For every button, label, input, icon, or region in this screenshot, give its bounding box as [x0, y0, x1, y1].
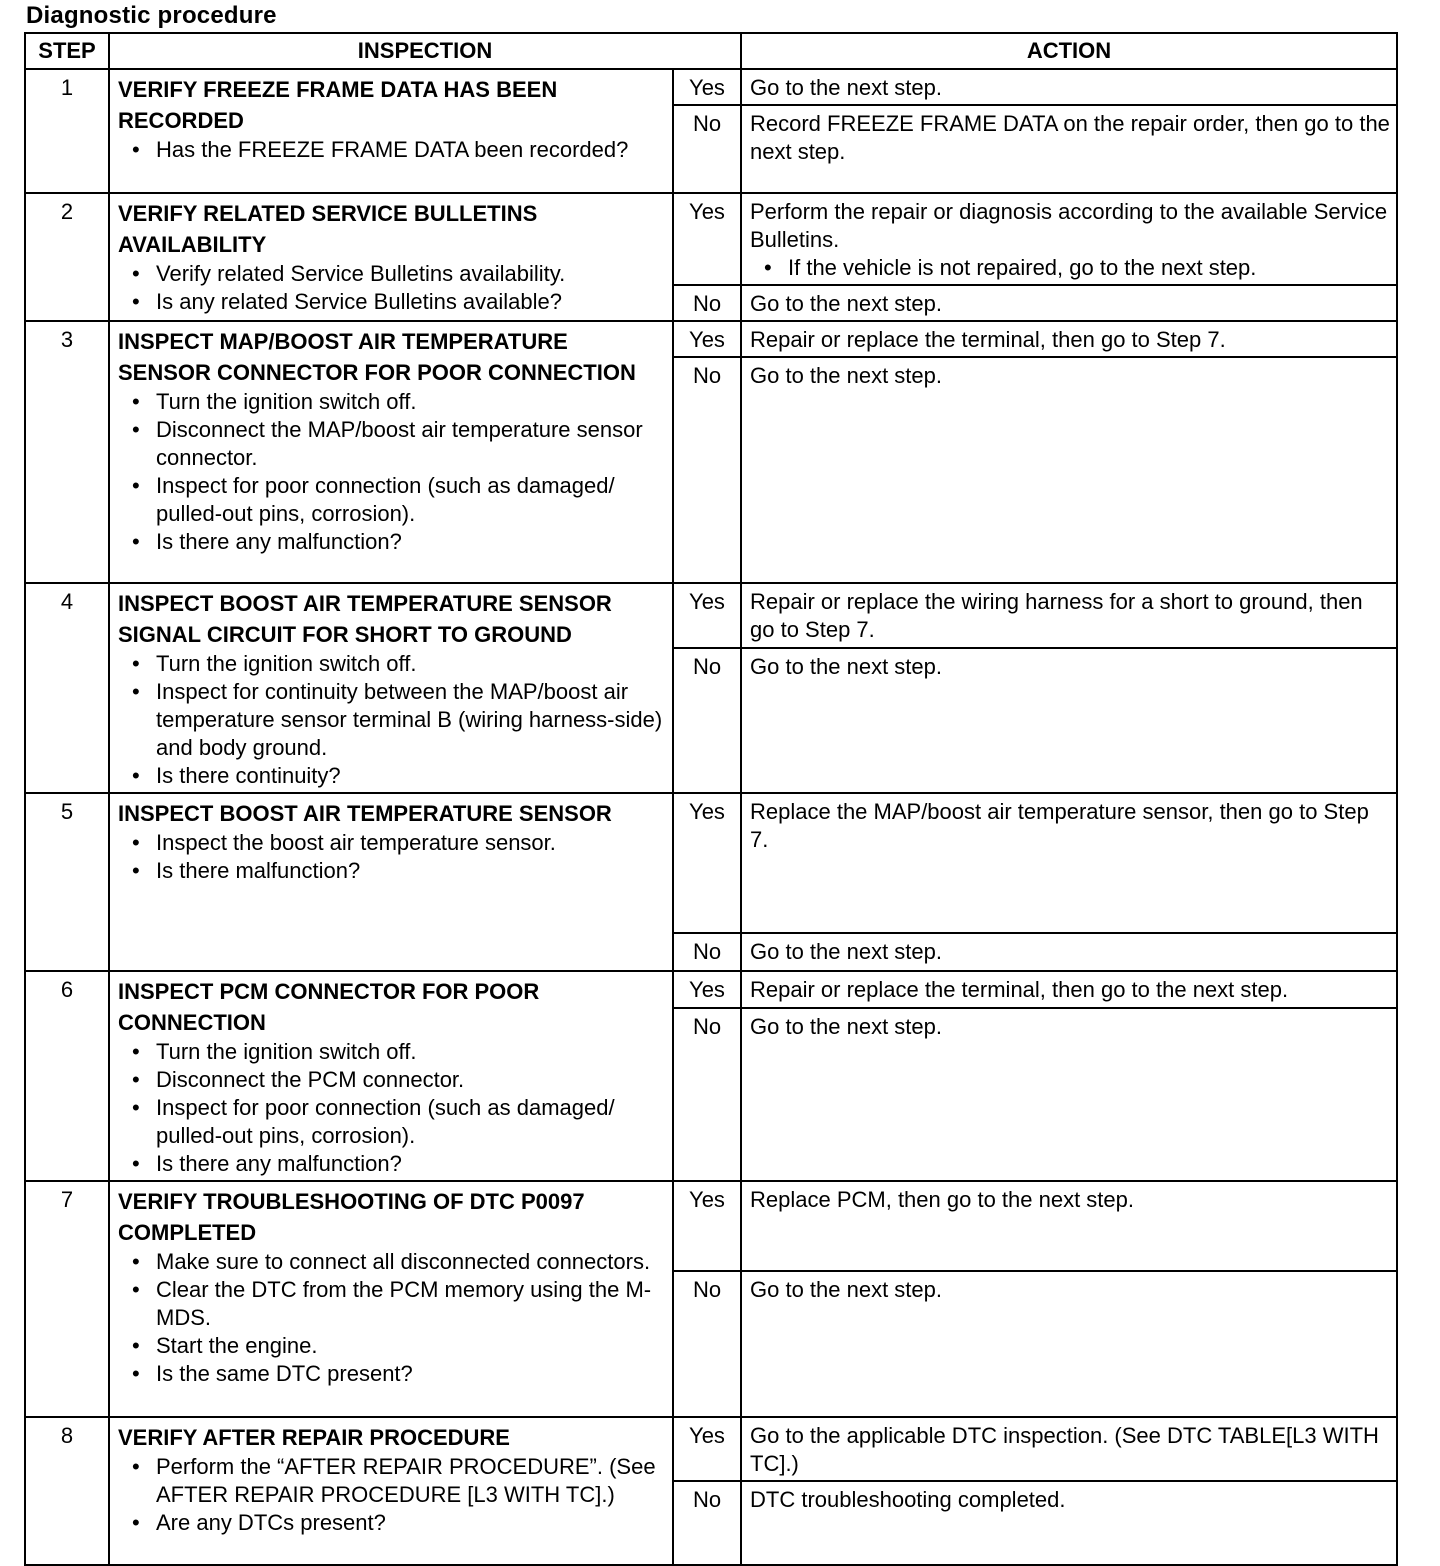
inspection-bullet: • Inspect for poor connection (such as damaged/ pulled-out pins, corrosion). — [132, 1094, 666, 1150]
inspection-title: INSPECT BOOST AIR TEMPERATURE SENSOR SIGNAL CIRCUIT FOR SHORT TO GROUND — [118, 591, 612, 647]
inspection-title: INSPECT PCM CONNECTOR FOR POOR CONNECTION — [118, 979, 540, 1035]
yes-action: Replace PCM, then go to the next step. — [750, 1187, 1135, 1212]
no-action-cell — [741, 648, 1397, 793]
no-action: DTC troubleshooting completed. — [750, 1487, 1066, 1512]
step-number: 1 — [25, 69, 109, 193]
yes-action: Repair or replace the terminal, then go to the next step. — [750, 977, 1289, 1002]
inspection-bullet: • Turn the ignition switch off. — [132, 1038, 666, 1066]
no-action-cell — [741, 105, 1397, 193]
inspection-bullet: • Make sure to connect all disconnected connectors. — [132, 1248, 666, 1276]
no-label: No — [673, 105, 741, 193]
inspection-bullet: • Is there any malfunction? — [132, 528, 666, 556]
yes-action-cell — [741, 1181, 1397, 1271]
yes-action: Replace the MAP/boost air temperature sensor, then go to Step 7. — [750, 799, 1369, 852]
header-action: ACTION — [741, 33, 1397, 69]
inspection-cell — [109, 971, 673, 1181]
header-step: STEP — [25, 33, 109, 69]
inspection-title: INSPECT MAP/BOOST AIR TEMPERATURE SENSOR CONNECTOR FOR POOR CONNECTION — [118, 329, 636, 385]
inspection-bullet: • Disconnect the PCM connector. — [132, 1066, 666, 1094]
inspection-bullets — [118, 260, 666, 316]
no-action-cell — [741, 1271, 1397, 1417]
inspection-bullets — [118, 388, 666, 556]
no-action: Go to the next step. — [750, 291, 943, 316]
yes-action-cell — [741, 971, 1397, 1008]
inspection-bullet: • Turn the ignition switch off. — [132, 388, 666, 416]
step-row — [25, 193, 1397, 285]
inspection-bullet: • Is any related Service Bulletins available? — [132, 288, 666, 316]
step-row — [25, 1417, 1397, 1481]
yes-label: Yes — [673, 971, 741, 1008]
inspection-bullet: • Verify related Service Bulletins availability. — [132, 260, 666, 288]
yes-action-bullet: • If the vehicle is not repaired, go to the next step. — [764, 254, 1390, 282]
inspection-cell — [109, 583, 673, 793]
inspection-cell — [109, 69, 673, 193]
inspection-bullet: • Is the same DTC present? — [132, 1360, 666, 1388]
no-action: Record FREEZE FRAME DATA on the repair order, then go to the next step. — [750, 111, 1390, 164]
step-row — [25, 971, 1397, 1008]
step-row — [25, 1181, 1397, 1271]
yes-action-cell — [741, 793, 1397, 933]
no-action-cell — [741, 1008, 1397, 1181]
inspection-cell — [109, 193, 673, 321]
yes-label: Yes — [673, 193, 741, 285]
yes-action: Perform the repair or diagnosis according to the available Service Bulletins. — [750, 199, 1388, 252]
inspection-bullets — [118, 1453, 666, 1537]
no-label: No — [673, 357, 741, 583]
diagnostic-table — [24, 32, 1398, 1566]
inspection-bullet: • Inspect for continuity between the MAP/boost air temperature sensor terminal B (wiring harness-side) and body ground. — [132, 678, 666, 762]
inspection-bullet: • Turn the ignition switch off. — [132, 650, 666, 678]
yes-label: Yes — [673, 69, 741, 105]
inspection-cell — [109, 1417, 673, 1565]
inspection-title: VERIFY AFTER REPAIR PROCEDURE — [118, 1425, 510, 1450]
yes-label: Yes — [673, 321, 741, 357]
inspection-title: VERIFY TROUBLESHOOTING OF DTC P0097 COMPLETED — [118, 1189, 585, 1245]
no-label: No — [673, 1481, 741, 1565]
no-action: Go to the next step. — [750, 653, 943, 679]
step-number: 6 — [25, 971, 109, 1181]
page-title: Diagnostic procedure — [26, 2, 277, 29]
no-action: Go to the next step. — [750, 363, 943, 388]
inspection-bullets — [118, 136, 666, 164]
no-label: No — [673, 285, 741, 321]
no-action-cell — [741, 285, 1397, 321]
header-row — [25, 33, 1397, 69]
inspection-bullets — [118, 650, 666, 790]
inspection-bullet: • Inspect the boost air temperature sensor. — [132, 829, 666, 857]
step-number: 8 — [25, 1417, 109, 1565]
yes-action: Repair or replace the terminal, then go to Step 7. — [750, 327, 1226, 352]
yes-action: Repair or replace the wiring harness for a short to ground, then go to Step 7. — [750, 589, 1363, 642]
inspection-bullet: • Start the engine. — [132, 1332, 666, 1360]
inspection-bullet: • Has the FREEZE FRAME DATA been recorded? — [132, 136, 666, 164]
no-action: Go to the next step. — [750, 1014, 943, 1040]
inspection-bullets — [118, 829, 666, 885]
yes-label: Yes — [673, 793, 741, 933]
inspection-bullet: • Are any DTCs present? — [132, 1509, 666, 1537]
no-action-cell — [741, 357, 1397, 583]
inspection-bullet: • Is there malfunction? — [132, 857, 666, 885]
header-inspection: INSPECTION — [109, 33, 741, 69]
step-row — [25, 583, 1397, 648]
inspection-title: VERIFY FREEZE FRAME DATA HAS BEEN RECORDED — [118, 77, 558, 133]
step-number: 5 — [25, 793, 109, 971]
table-body — [25, 69, 1397, 1565]
inspection-title: VERIFY RELATED SERVICE BULLETINS AVAILABILITY — [118, 201, 538, 257]
no-action-cell — [741, 1481, 1397, 1565]
yes-label: Yes — [673, 1181, 741, 1271]
no-label: No — [673, 1271, 741, 1417]
inspection-bullet: • Inspect for poor connection (such as damaged/ pulled-out pins, corrosion). — [132, 472, 666, 528]
inspection-cell — [109, 793, 673, 971]
inspection-cell — [109, 1181, 673, 1417]
yes-action-bullets — [750, 254, 1390, 282]
no-action: Go to the next step. — [750, 939, 943, 964]
yes-action: Go to the applicable DTC inspection. (See DTC TABLE[L3 WITH TC].) — [750, 1423, 1379, 1476]
inspection-bullet: • Disconnect the MAP/boost air temperature sensor connector. — [132, 416, 666, 472]
inspection-bullet: • Perform the “AFTER REPAIR PROCEDURE”. (See AFTER REPAIR PROCEDURE [L3 WITH TC].) — [132, 1453, 666, 1509]
step-row — [25, 69, 1397, 105]
yes-action-cell — [741, 193, 1397, 285]
inspection-bullet: • Is there continuity? — [132, 762, 666, 790]
yes-action-cell — [741, 321, 1397, 357]
step-row — [25, 321, 1397, 357]
inspection-bullets — [118, 1248, 666, 1388]
step-number: 4 — [25, 583, 109, 793]
step-number: 7 — [25, 1181, 109, 1417]
yes-label: Yes — [673, 1417, 741, 1481]
inspection-bullet: • Clear the DTC from the PCM memory using the M-MDS. — [132, 1276, 666, 1332]
yes-action-cell — [741, 1417, 1397, 1481]
no-action: Go to the next step. — [750, 1277, 943, 1302]
step-number: 3 — [25, 321, 109, 583]
no-action-cell — [741, 933, 1397, 971]
yes-action: Go to the next step. — [750, 75, 943, 100]
inspection-cell — [109, 321, 673, 583]
no-label: No — [673, 648, 741, 793]
no-label: No — [673, 1008, 741, 1181]
yes-action-cell — [741, 583, 1397, 648]
inspection-bullet: • Is there any malfunction? — [132, 1150, 666, 1178]
inspection-title: INSPECT BOOST AIR TEMPERATURE SENSOR — [118, 801, 612, 826]
step-number: 2 — [25, 193, 109, 321]
inspection-bullets — [118, 1038, 666, 1178]
yes-action-cell — [741, 69, 1397, 105]
yes-label: Yes — [673, 583, 741, 648]
step-row — [25, 793, 1397, 933]
no-label: No — [673, 933, 741, 971]
